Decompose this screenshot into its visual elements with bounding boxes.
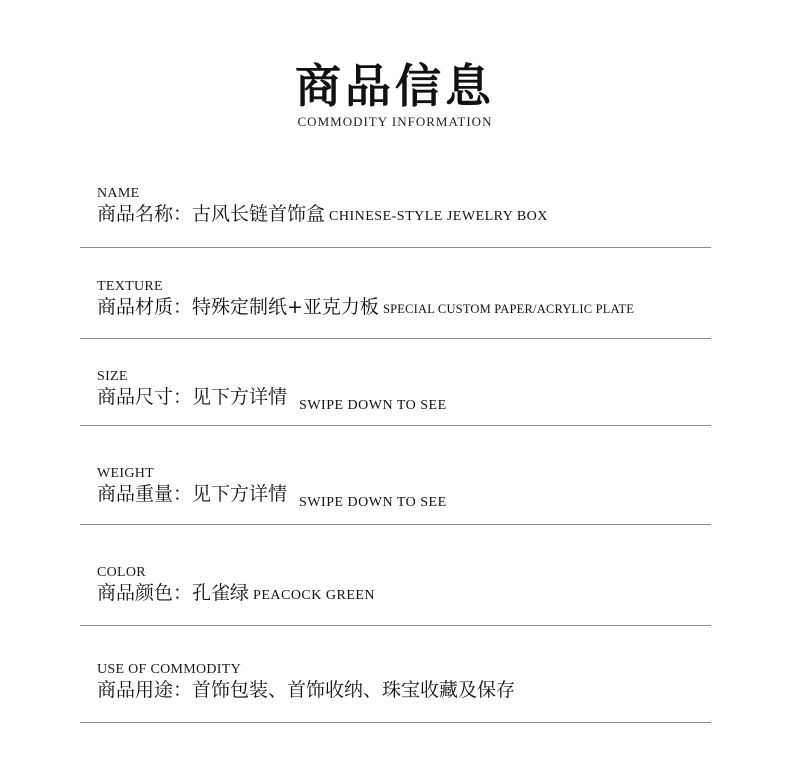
info-row-use (97, 662, 717, 705)
page-subtitle: COMMODITY INFORMATION (297, 114, 493, 129)
row-value-cn: 孔雀绿 (192, 582, 250, 604)
divider (80, 338, 711, 339)
info-row-size (97, 369, 717, 413)
row-value-cn: 特殊定制纸+亚克力板 (192, 296, 379, 318)
row-key: 商品名称： (97, 203, 193, 225)
row-key: 商品材质： (97, 296, 193, 318)
row-value (97, 294, 717, 322)
row-value-en: SWIPE DOWN TO SEE (299, 398, 447, 413)
row-label: USE OF COMMODITY (97, 662, 242, 677)
row-value (97, 201, 717, 230)
page-title: 商品信息 (295, 59, 495, 113)
row-value (97, 580, 717, 609)
row-value-cn: 见下方详情 (192, 386, 288, 408)
row-label: WEIGHT (97, 466, 155, 481)
row-label: TEXTURE (97, 279, 163, 294)
divider (80, 247, 711, 248)
row-value-en: CHINESE-STYLE JEWELRY BOX (329, 209, 548, 224)
info-row-texture (97, 279, 717, 322)
row-value-cn: 首饰包装、首饰收纳、珠宝收藏及保存 (192, 679, 516, 701)
row-value (97, 384, 717, 413)
divider (80, 625, 711, 626)
row-label: SIZE (97, 369, 128, 384)
row-key: 商品尺寸： (97, 386, 193, 408)
row-value-en: PEACOCK GREEN (253, 588, 376, 603)
row-value (97, 677, 717, 705)
divider (80, 425, 711, 426)
info-row-color (97, 565, 717, 609)
row-key: 商品重量： (97, 483, 193, 505)
divider (80, 524, 711, 525)
info-row-weight (97, 466, 717, 510)
row-label: COLOR (97, 565, 146, 580)
row-value-en: SPECIAL CUSTOM PAPER/ACRYLIC PLATE (382, 302, 635, 316)
divider (80, 722, 711, 723)
row-value (97, 481, 717, 510)
row-value-en: SWIPE DOWN TO SEE (299, 495, 447, 510)
row-value-cn: 古风长链首饰盒 (192, 203, 326, 225)
row-label: NAME (97, 186, 140, 201)
row-key: 商品颜色： (97, 582, 193, 604)
row-key: 商品用途： (97, 679, 193, 701)
info-row-name (97, 186, 717, 230)
row-value-cn: 见下方详情 (192, 483, 288, 505)
